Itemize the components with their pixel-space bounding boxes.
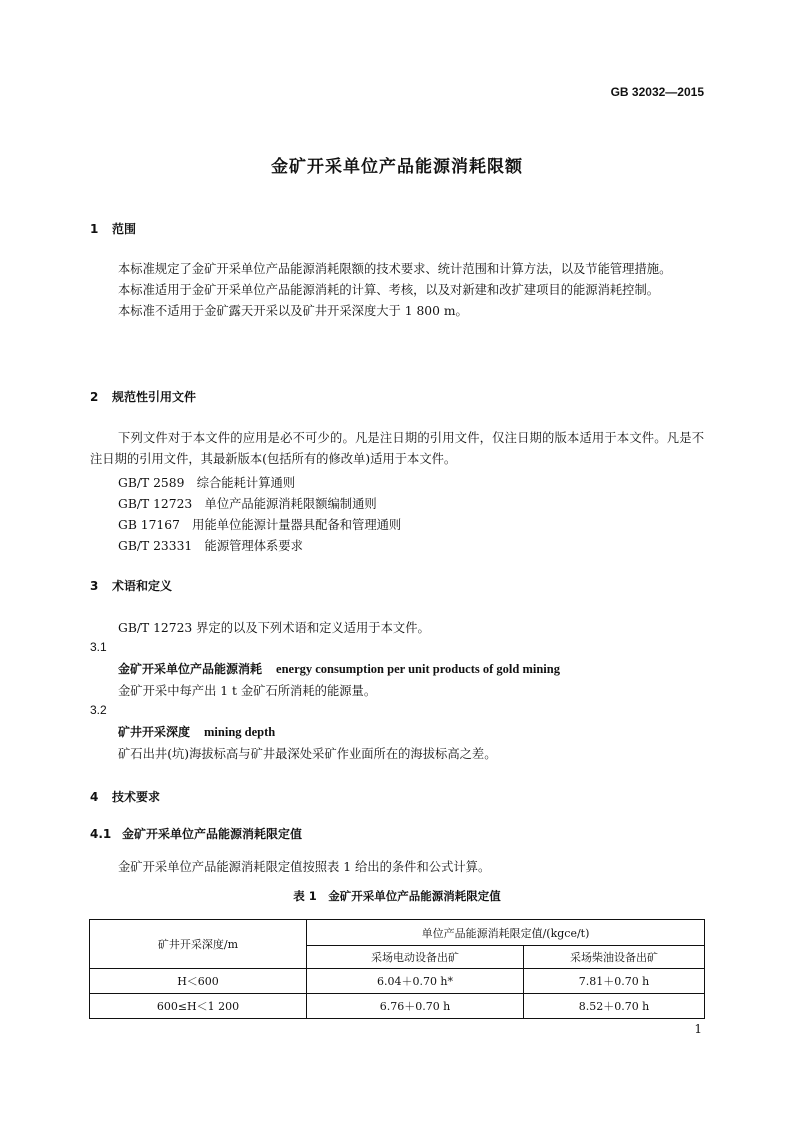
- paragraph: GB/T 12723 界定的以及下列术语和定义适用于本文件。: [118, 621, 430, 635]
- table-cell-depth: H＜600: [90, 969, 307, 994]
- table-header-limit-group: 单位产品能源消耗限定值/(kgce/t): [307, 920, 705, 946]
- term-1-chinese: 金矿开采单位产品能源消耗: [118, 662, 263, 676]
- subsection-4-1-heading: [90, 825, 302, 842]
- paragraph: 本标准适用于金矿开采单位产品能源消耗的计算、考核，以及对新建和改扩建项目的能源消耗控制。: [118, 283, 660, 297]
- table-header-depth: 矿井开采深度/m: [90, 920, 307, 969]
- section-2-number: 2: [90, 390, 99, 404]
- table-caption: 表 1 金矿开采单位产品能源消耗限定值: [293, 889, 501, 903]
- section-1-heading: [90, 220, 136, 237]
- table-header-diesel: 采场柴油设备出矿: [524, 946, 705, 969]
- table-row: [90, 994, 705, 1019]
- table-row: [90, 969, 705, 994]
- section-2-heading: [90, 388, 196, 405]
- standard-number: GB 32032—2015: [610, 85, 704, 99]
- section-4-number: 4: [90, 790, 99, 804]
- term-2-definition: 矿石出井(坑)海拔标高与矿井最深处采矿作业面所在的海拔标高之差。: [118, 747, 497, 761]
- reference-item: GB/T 2589 综合能耗计算通则: [118, 476, 296, 490]
- table-cell-depth: 600≤H＜1 200: [90, 994, 307, 1019]
- reference-item: GB 17167 用能单位能源计量器具配备和管理通则: [118, 518, 402, 532]
- term-2-chinese: 矿井开采深度: [118, 725, 191, 739]
- page-number: 1: [694, 1022, 702, 1036]
- term-1-definition: 金矿开采中每产出 1 t 金矿石所消耗的能源量。: [118, 684, 377, 698]
- section-1-title: 范围: [112, 222, 137, 236]
- paragraph: 下列文件对于本文件的应用是必不可少的。凡是注日期的引用文件，仅注日期的版本适用于本文件。凡是不注日期的引用文件，其最新版本(包括所有的修改单)适用于本文件。: [90, 431, 704, 466]
- paragraph: 本标准不适用于金矿露天开采以及矿井开采深度大于 1 800 m。: [118, 304, 468, 318]
- section-2-title: 规范性引用文件: [112, 390, 197, 404]
- table-cell-electric: 6.04＋0.70 h*: [307, 969, 524, 994]
- term-1-number: 3.1: [90, 640, 107, 654]
- term-1: [118, 660, 560, 677]
- table-header-electric: 采场电动设备出矿: [307, 946, 524, 969]
- section-2-body: [90, 428, 704, 470]
- subsection-4-1-number: 4.1: [90, 827, 112, 841]
- table-cell-electric: 6.76＋0.70 h: [307, 994, 524, 1019]
- section-3-title: 术语和定义: [112, 579, 173, 593]
- section-3-number: 3: [90, 579, 99, 593]
- section-4-title: 技术要求: [112, 790, 161, 804]
- term-2-english: mining depth: [204, 725, 276, 739]
- section-4-heading: [90, 788, 160, 805]
- section-3-heading: [90, 577, 172, 594]
- subsection-4-1-title: 金矿开采单位产品能源消耗限定值: [122, 827, 303, 841]
- page-title: 金矿开采单位产品能源消耗限额: [271, 157, 523, 177]
- reference-item: GB/T 23331 能源管理体系要求: [118, 539, 303, 553]
- reference-item: GB/T 12723 单位产品能源消耗限额编制通则: [118, 497, 377, 511]
- section-1-number: 1: [90, 222, 99, 236]
- section-1-body: [90, 259, 704, 322]
- term-2: [118, 723, 275, 740]
- term-1-english: energy consumption per unit products of gold mining: [276, 662, 560, 676]
- paragraph: 本标准规定了金矿开采单位产品能源消耗限额的技术要求、统计范围和计算方法，以及节能管理措施。: [118, 262, 672, 276]
- term-2-number: 3.2: [90, 703, 107, 717]
- paragraph: 金矿开采单位产品能源消耗限定值按照表 1 给出的条件和公式计算。: [118, 860, 491, 874]
- table-cell-diesel: 8.52＋0.70 h: [524, 994, 705, 1019]
- table-cell-diesel: 7.81＋0.70 h: [524, 969, 705, 994]
- energy-limit-table: [89, 919, 705, 1019]
